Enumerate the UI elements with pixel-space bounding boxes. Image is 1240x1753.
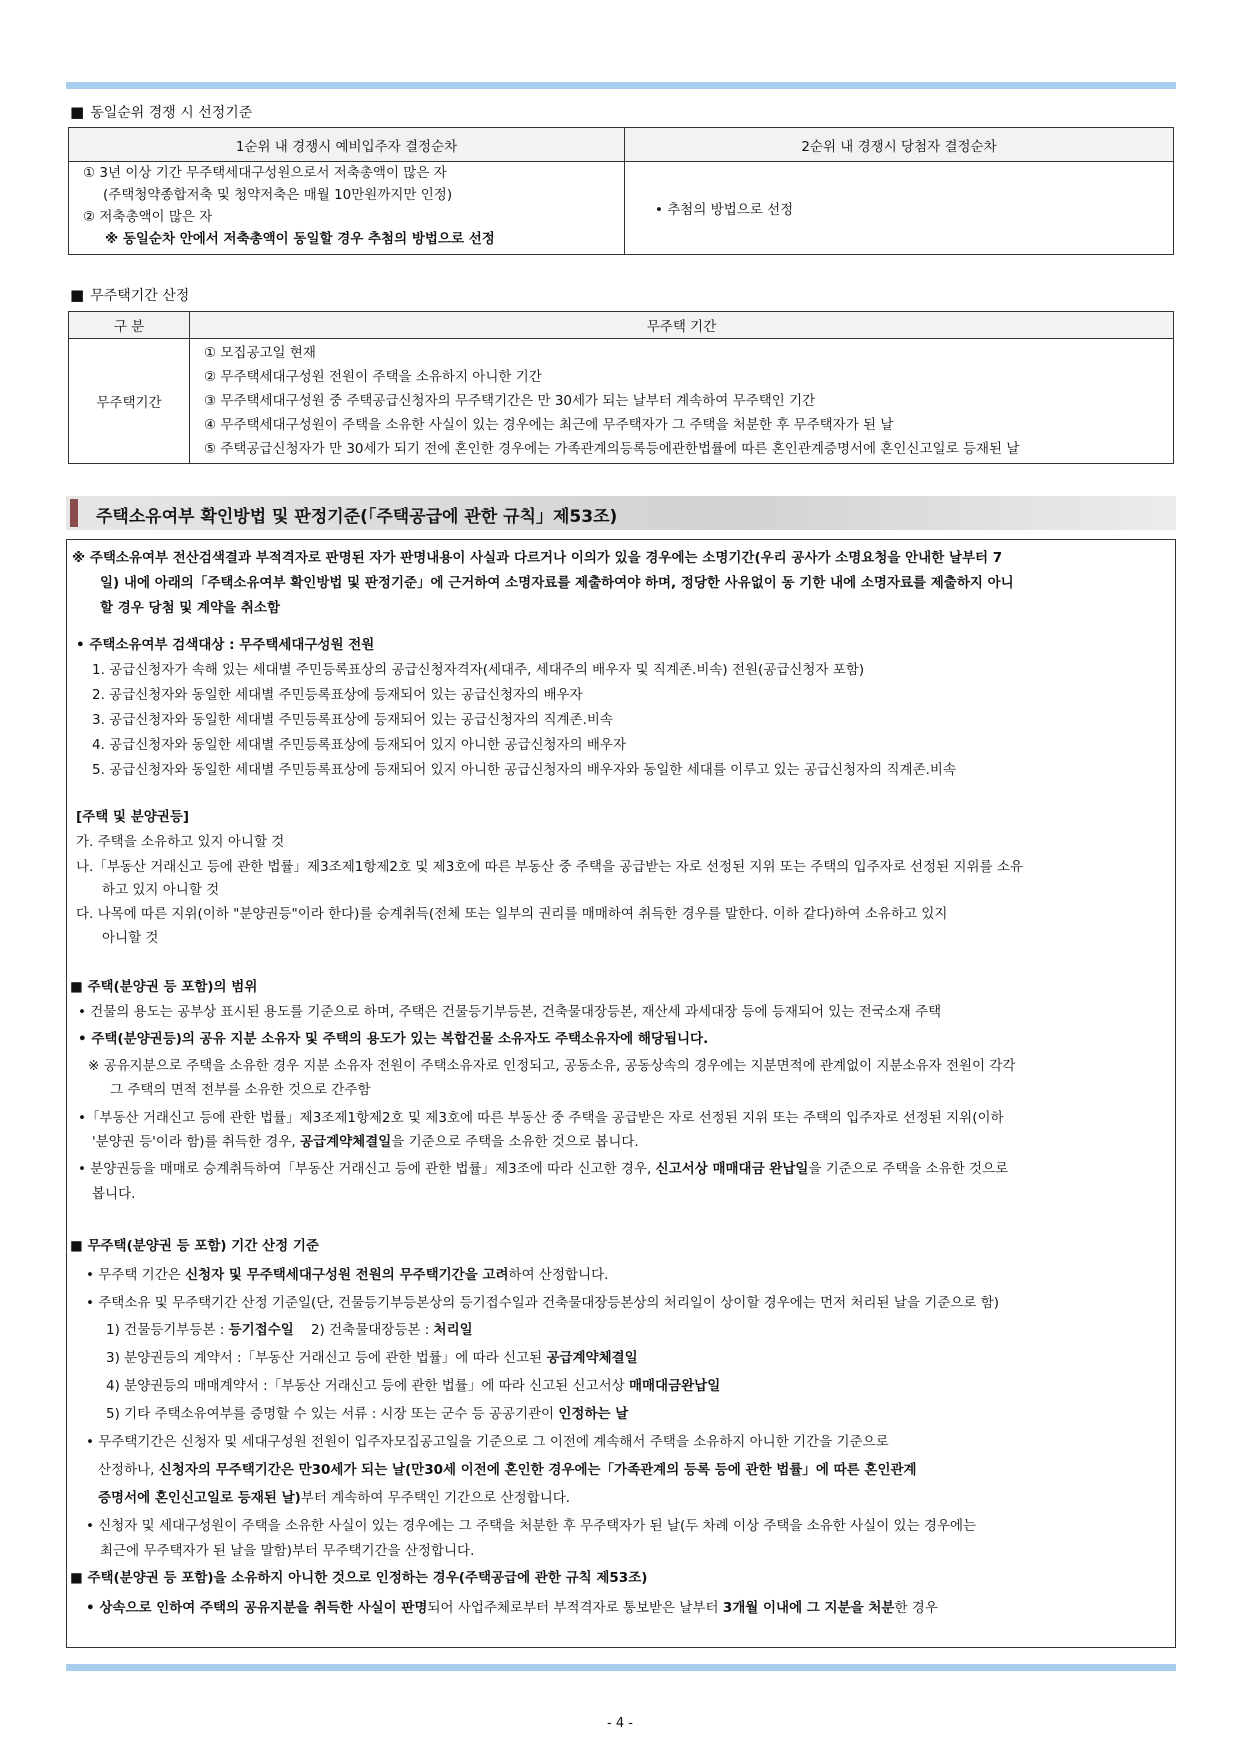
period-line-11: 최근에 무주택자가 된 날을 말함)부터 무주택기간을 산정합니다. [100,1543,475,1559]
notice-line-3: 할 경우 당첨 및 계약을 취소함 [100,600,280,616]
scope-line-4: 그 주택의 면적 전부를 소유한 것으로 간주함 [110,1082,371,1098]
tiebreak-table [68,127,1174,255]
square-bullet-icon: ■ [70,979,88,995]
period-line-7: • 무주택기간은 신청자 및 세대구성원 전원이 입주자모집공고일을 기준으로 그 이전에 계속해서 주택을 소유하지 아니한 기간을 기준으로 [86,1434,889,1450]
bunyang-title: [주택 및 분양권등] [76,809,190,825]
period-line-10: • 신청자 및 세대구성원이 주택을 소유한 사실이 있는 경우에는 그 주택을 처분한 후 무주택자가 된 날(두 차례 이상 주택을 소유한 사실이 있는 경우에는 [86,1518,977,1534]
notice-line-1: ※ 주택소유여부 전산검색결과 부적격자로 판명된 자가 판명내용이 사실과 다르거나 이의가 있을 경우에는 소명기간(우리 공사가 소명요청을 안내한 날부터 7 [72,550,1003,566]
bunyang-line-3: 하고 있지 아니할 것 [102,882,220,898]
tiebreak-col2-header: 2순위 내 경쟁시 당첨자 결정순차 [625,128,1174,162]
square-bullet-icon: ■ [70,286,85,304]
bunyang-line-2: 나.「부동산 거래신고 등에 관한 법률」제3조제1항제2호 및 제3호에 따른 부동산 중 주택을 공급받는 자로 선정된 지위 또는 주택의 입주자로 선정된 지위를 소유 [76,859,1023,875]
tiebreak-col1-header: 1순위 내 경쟁시 예비입주자 결정순차 [69,128,625,162]
scope-line-6: '분양권 등'이라 함)를 취득한 경우, 공급계약체결일을 기준으로 주택을 소유한 것으로 봅니다. [92,1134,639,1150]
period-line-3: 1) 건물등기부등본 : 등기접수일 2) 건축물대장등본 : 처리일 [106,1322,473,1338]
period-line-1: • 무주택 기간은 신청자 및 무주택세대구성원 전원의 무주택기간을 고려하여 산정합니다. [86,1267,609,1283]
notice-line-2: 일) 내에 아래의「주택소유여부 확인방법 및 판정기준」에 근거하여 소명자료를 제출하여야 하며, 정당한 사유없이 동 기한 내에 소명자료를 제출하지 아니 [100,575,1014,591]
period-line-9: 증명서에 혼인신고일로 등재된 날)부터 계속하여 무주택인 기간으로 산정합니다. [98,1490,571,1506]
search-item-2: 2. 공급신청자와 동일한 세대별 주민등록표상에 등재되어 있는 공급신청자의 배우자 [92,687,583,703]
scope-line-5: •「부동산 거래신고 등에 관한 법률」제3조제1항제2호 및 제3호에 따른 부동산 중 주택을 공급받은 자로 선정된 지위 또는 주택의 입주자로 선정된 지위(이하 [78,1110,1004,1126]
scope-line-3: ※ 공유지분으로 주택을 소유한 경우 지분 소유자 전원이 주택소유자로 인정되고, 공동소유, 공동상속의 경우에는 지분면적에 관계없이 지분소유자 전원이 각각 [88,1058,1016,1074]
period-line-4: 3) 분양권등의 계약서 :「부동산 거래신고 등에 관한 법률」에 따라 신고된 공급계약체결일 [106,1350,638,1366]
period-line-6: 5) 기타 주택소유여부를 증명할 수 있는 서류 : 시장 또는 군수 등 공공기관이 인정하는 날 [106,1406,629,1422]
square-bullet-icon: ■ [70,103,85,121]
square-bullet-icon: ■ [70,1238,88,1254]
tiebreak-col1-cell: ① 3년 이상 기간 무주택세대구성원으로서 저축총액이 많은 자 (주택청약종합저축 및 청약저축은 매월 10만원까지만 인정) ② 저축총액이 많은 자 ※ 동일순차 안에서 저축총액이 동일할 경우 추첨의 방법으로 선정 [69,162,625,255]
search-item-5: 5. 공급신청자와 동일한 세대별 주민등록표상에 등재되어 있지 아니한 공급신청자의 배우자와 동일한 세대를 이루고 있는 공급신청자의 직계존.비속 [92,762,956,778]
scope-line-7: • 분양권등을 매매로 승계취득하여「부동산 거래신고 등에 관한 법률」제3조에 따라 신고한 경우, 신고서상 매매대금 완납일을 기준으로 주택을 소유한 것으로 [78,1161,1009,1177]
search-item-4: 4. 공급신청자와 동일한 세대별 주민등록표상에 등재되어 있지 아니한 공급신청자의 배우자 [92,737,627,753]
search-target-title: • 주택소유여부 검색대상 : 무주택세대구성원 전원 [76,637,375,653]
scope-line-8: 봅니다. [92,1186,136,1202]
section-banner [66,496,1176,530]
banner-title: 주택소유여부 확인방법 및 판정기준(「주택공급에 관한 규칙」제53조) [96,507,618,527]
page-number: - 4 - [607,1716,633,1731]
exempt-line-1: • 상속으로 인하여 주택의 공유지분을 취득한 사실이 판명되어 사업주체로부터 부적격자로 통보받은 날부터 3개월 이내에 그 지분을 처분한 경우 [86,1600,938,1616]
period-line-8: 산정하나, 신청자의 무주택기간은 만30세가 되는 날(만30세 이전에 혼인한 경우에는「가족관계의 등록 등에 관한 법률」에 따른 혼인관계 [98,1462,917,1478]
bunyang-line-4: 다. 나목에 따른 지위(이하 "분양권등"이라 한다)를 승계취득(전체 또는 일부의 권리를 매매하여 취득한 경우를 말한다. 이하 같다)하여 소유하고 있지 [76,906,948,922]
bunyang-line-1: 가. 주택을 소유하고 있지 아니할 것 [76,834,285,850]
bunyang-line-5: 아니할 것 [102,930,159,946]
period-line-5: 4) 분양권등의 매매계약서 :「부동산 거래신고 등에 관한 법률」에 따라 신고된 신고서상 매매대금완납일 [106,1378,721,1394]
exempt-title: ■ 주택(분양권 등 포함)을 소유하지 아니한 것으로 인정하는 경우(주택공급에 관한 규칙 제53조) [70,1570,648,1586]
tiebreak-col2-cell: • 추첨의 방법으로 선정 [625,162,1174,255]
scope-line-1: • 건물의 용도는 공부상 표시된 용도를 기준으로 하며, 주택은 건물등기부등본, 건축물대장등본, 재산세 과세대장 등에 등재되어 있는 전국소재 주택 [78,1004,942,1020]
period-table [68,311,1174,464]
period-line-2: • 주택소유 및 무주택기간 산정 기준일(단, 건물등기부등본상의 등기접수일과 건축물대장등본상의 처리일이 상이할 경우에는 먼저 처리된 날을 기준으로 함) [86,1295,1000,1311]
bottom-divider-bar [66,1664,1176,1671]
search-item-1: 1. 공급신청자가 속해 있는 세대별 주민등록표상의 공급신청자격자(세대주, 세대주의 배우자 및 직계존.비속) 전원(공급신청자 포함) [92,662,865,678]
square-bullet-icon: ■ [70,1570,88,1586]
period-col1-header: 구 분 [69,312,190,339]
search-item-3: 3. 공급신청자와 동일한 세대별 주민등록표상에 등재되어 있는 공급신청자의 직계존.비속 [92,712,613,728]
period-items-cell: ① 모집공고일 현재 ② 무주택세대구성원 전원이 주택을 소유하지 아니한 기간 ③ 무주택세대구성원 중 주택공급신청자의 무주택기간은 만 30세가 되는 날부터 계속하여 무주택인 기간 ④ 무주택세대구성원이 주택을 소유한 사실이 있는 경우에는 최근에 무주택자가 그 주택을 처분한 후 무주택자가 된 날 ⑤ 주택공급신청자가 만 30세가 되기 전에 혼인한 경우에는 가족관계의등록등에관한법률에 따른 혼인관계증명서에 혼인신고일로 등재된 날 [190,339,1174,464]
period-col2-header: 무주택 기간 [190,312,1174,339]
section-title-tiebreak: ■ 동일순위 경쟁 시 선정기준 [70,103,253,121]
scope-title: ■ 주택(분양권 등 포함)의 범위 [70,979,258,995]
period-row-label: 무주택기간 [69,339,190,464]
scope-line-2: • 주택(분양권등)의 공유 지분 소유자 및 주택의 용도가 있는 복합건물 소유자도 주택소유자에 해당됩니다. [78,1031,709,1047]
banner-accent-mark [70,499,78,527]
period-title: ■ 무주택(분양권 등 포함) 기간 산정 기준 [70,1238,319,1254]
section-title-period: ■ 무주택기간 산정 [70,286,190,304]
top-divider-bar [66,82,1176,89]
